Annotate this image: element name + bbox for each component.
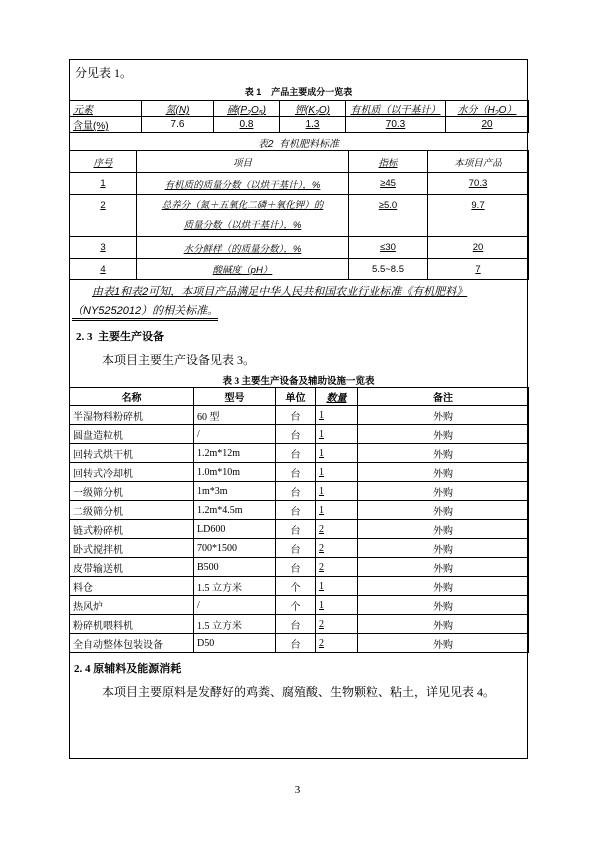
- table3-cell-unit: 台: [276, 444, 316, 463]
- table1-value-water: 20: [446, 117, 529, 133]
- table3-header-qty: 数量: [316, 388, 358, 406]
- table1-value-n: 7.6: [142, 117, 214, 133]
- table3-row: [70, 406, 529, 425]
- table3-cell-note: 外购: [358, 406, 529, 425]
- table2-row-product: 20: [428, 237, 529, 259]
- table3-cell-note: 外购: [358, 444, 529, 463]
- table3-cell-unit: 台: [276, 615, 316, 634]
- table3-row: [70, 444, 529, 463]
- table3-cell-qty: 1: [316, 425, 358, 444]
- table3-cell-qty: 1: [316, 501, 358, 520]
- table3-cell-model: D50: [194, 634, 276, 653]
- table2-header-product: 本项目产品: [428, 151, 529, 173]
- table3-cell-unit: 台: [276, 539, 316, 558]
- table2-row-item: 酸碱度（pH）: [137, 259, 349, 280]
- table3-cell-note: 外购: [358, 577, 529, 596]
- table3-row: [70, 577, 529, 596]
- table2-row-no: 3: [70, 237, 137, 259]
- table3-cell-qty: 1: [316, 577, 358, 596]
- table3-header-name: 名称: [70, 388, 194, 406]
- table3-cell-unit: 台: [276, 482, 316, 501]
- table3-cell-model: B500: [194, 558, 276, 577]
- table2-header-index: 指标: [349, 151, 428, 173]
- table3-row: [70, 482, 529, 501]
- table3-cell-model: /: [194, 425, 276, 444]
- table1-header-element: 元素: [70, 101, 142, 117]
- table1-header-p: 磷$(P_2O_5)$: [214, 101, 280, 117]
- section-2-3-heading: 2. 3 主要生产设备: [76, 331, 164, 343]
- table2-header-row: [70, 151, 529, 173]
- table2: [69, 150, 529, 280]
- table3-cell-name: 全自动整体包装设备: [70, 634, 194, 653]
- table3-cell-note: 外购: [358, 425, 529, 444]
- table1-value-k: 1.3: [280, 117, 346, 133]
- table2-row-index: ≥5.0: [349, 195, 428, 237]
- table3-cell-qty: 2: [316, 634, 358, 653]
- table3-cell-qty: 2: [316, 615, 358, 634]
- table3-cell-note: 外购: [358, 539, 529, 558]
- table2-row-no: 4: [70, 259, 137, 280]
- table3: [69, 387, 529, 653]
- table1-header-water: 水分$(H_2O)$: [446, 101, 529, 117]
- table3-cell-qty: 2: [316, 558, 358, 577]
- table3-cell-model: 1.0m*10m: [194, 463, 276, 482]
- table1-label-content: 含量(%): [70, 117, 142, 133]
- table1-header-organic: 有机质（以干基计）: [346, 101, 446, 117]
- table3-cell-qty: 1: [316, 406, 358, 425]
- table3-cell-name: 料仓: [70, 577, 194, 596]
- table3-cell-qty: 1: [316, 596, 358, 615]
- table3-cell-note: 外购: [358, 520, 529, 539]
- table3-cell-unit: 台: [276, 520, 316, 539]
- table3-row: [70, 520, 529, 539]
- table2-row-product: 7: [428, 259, 529, 280]
- table3-cell-name: 圆盘造粒机: [70, 425, 194, 444]
- table3-cell-note: 外购: [358, 615, 529, 634]
- intro-line: 分见表 1。: [75, 66, 133, 80]
- table2-row-product: 9.7: [428, 195, 529, 237]
- table3-cell-note: 外购: [358, 596, 529, 615]
- table3-cell-unit: 个: [276, 596, 316, 615]
- table2-header-item: 项目: [137, 151, 349, 173]
- table2-header-no: 序号: [70, 151, 137, 173]
- table3-cell-name: 回转式烘干机: [70, 444, 194, 463]
- table3-cell-name: 回转式冷却机: [70, 463, 194, 482]
- table3-cell-name: 卧式搅拌机: [70, 539, 194, 558]
- table1: [69, 100, 529, 133]
- table3-cell-name: 二级筛分机: [70, 501, 194, 520]
- table2-row-no: 2: [70, 195, 137, 237]
- conclusion-line-2: （NY5252012）的相关标准。: [72, 304, 218, 321]
- table3-cell-model: 1.5 立方米: [194, 577, 276, 596]
- table3-row: [70, 634, 529, 653]
- table2-row-item: 水分鲜样（的质量分数），%: [137, 237, 349, 259]
- table3-cell-model: 1.2m*12m: [194, 444, 276, 463]
- table3-cell-note: 外购: [358, 463, 529, 482]
- table3-cell-model: 700*1500: [194, 539, 276, 558]
- table2-row-index: 5.5~8.5: [349, 259, 428, 280]
- table2-row-item: 有机质的质量分数（以烘干基计），%: [137, 173, 349, 195]
- table3-cell-qty: 2: [316, 539, 358, 558]
- table3-cell-name: 一级筛分机: [70, 482, 194, 501]
- table3-row: [70, 558, 529, 577]
- table3-row: [70, 539, 529, 558]
- table3-cell-name: 皮带输送机: [70, 558, 194, 577]
- table1-header-row: [70, 101, 529, 117]
- table3-cell-unit: 台: [276, 501, 316, 520]
- table3-cell-unit: 个: [276, 577, 316, 596]
- table2-row: [70, 195, 529, 237]
- section-2-4-heading: 2. 4 原辅料及能源消耗: [74, 663, 182, 675]
- table3-cell-name: 半湿物料粉碎机: [70, 406, 194, 425]
- table2-row-item: 总养分（氮＋五氧化二磷＋氧化钾）的 质量分数（以烘干基计），%: [137, 195, 349, 237]
- table3-cell-unit: 台: [276, 463, 316, 482]
- table1-header-n: 氮(N): [142, 101, 214, 117]
- table3-cell-model: 1.5 立方米: [194, 615, 276, 634]
- table3-cell-note: 外购: [358, 634, 529, 653]
- table3-cell-name: 链式粉碎机: [70, 520, 194, 539]
- table2-row: [70, 173, 529, 195]
- table3-cell-model: 1m*3m: [194, 482, 276, 501]
- table3-row: [70, 463, 529, 482]
- table3-cell-note: 外购: [358, 482, 529, 501]
- table3-caption: 表 3 主要生产设备及辅助设施一览表: [222, 377, 375, 387]
- table3-cell-qty: 2: [316, 520, 358, 539]
- table3-cell-note: 外购: [358, 558, 529, 577]
- table3-header-model: 型号: [194, 388, 276, 406]
- table3-row: [70, 615, 529, 634]
- table3-cell-unit: 台: [276, 425, 316, 444]
- conclusion-line-1: 由表1和表2可知，本项目产品满足中华人民共和国农业行业标准《有机肥料》: [92, 286, 468, 298]
- table2-row-index: ≥45: [349, 173, 428, 195]
- table3-cell-name: 热风炉: [70, 596, 194, 615]
- table3-cell-model: 1.2m*4.5m: [194, 501, 276, 520]
- table1-value-row: [70, 117, 529, 133]
- table2-caption: 表2 有机肥料标准: [257, 139, 340, 150]
- table1-caption: 表 1 产品主要成分一览表: [244, 87, 353, 97]
- table2-row-product: 70.3: [428, 173, 529, 195]
- table3-cell-model: 60 型: [194, 406, 276, 425]
- table3-row: [70, 501, 529, 520]
- table3-cell-model: LD600: [194, 520, 276, 539]
- table3-cell-qty: 1: [316, 444, 358, 463]
- section-2-4-text: 本项目主要原料是发酵好的鸡粪、腐殖酸、生物颗粒、粘土，详见见表 4。: [102, 685, 496, 699]
- table3-header-row: [70, 388, 529, 406]
- table3-cell-unit: 台: [276, 406, 316, 425]
- page-number: 3: [294, 784, 301, 796]
- table3-cell-qty: 1: [316, 482, 358, 501]
- table3-cell-name: 粉碎机喂料机: [70, 615, 194, 634]
- table3-header-unit: 单位: [276, 388, 316, 406]
- table3-row: [70, 596, 529, 615]
- section-2-3-text: 本项目主要生产设备见表 3。: [102, 353, 256, 367]
- table2-row: [70, 237, 529, 259]
- table3-cell-model: /: [194, 596, 276, 615]
- table1-header-k: 钾$(K_2O)$: [280, 101, 346, 117]
- table3-cell-unit: 台: [276, 558, 316, 577]
- table2-row: [70, 259, 529, 280]
- table1-value-organic: 70.3: [346, 117, 446, 133]
- table2-row-no: 1: [70, 173, 137, 195]
- table3-header-note: 备注: [358, 388, 529, 406]
- table1-value-p: 0.8: [214, 117, 280, 133]
- table2-row-index: ≤30: [349, 237, 428, 259]
- table3-row: [70, 425, 529, 444]
- table3-cell-note: 外购: [358, 501, 529, 520]
- table3-cell-unit: 台: [276, 634, 316, 653]
- table3-cell-qty: 1: [316, 463, 358, 482]
